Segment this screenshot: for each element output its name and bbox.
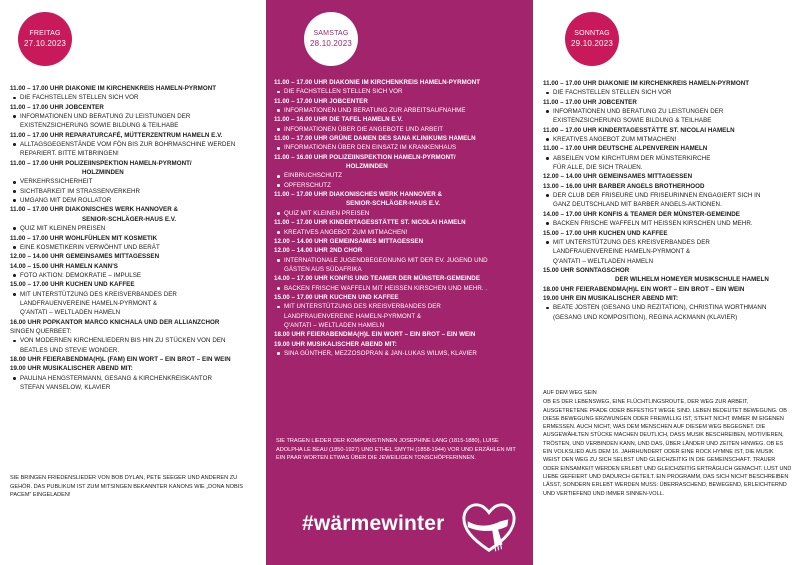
friday-day: FREITAG [29,30,61,37]
sunday-footer [543,389,792,498]
program-entry: 11.00 – 17.00 UHR DEUTSCHE ALPENVEREIN HAMELN [543,145,708,153]
saturday-program [274,78,523,358]
program-entry: 11.00 – 17.00 UHR REPARATURCAFÉ, MÜTTERZENTRUM HAMELN E.V. [10,131,223,139]
saturday-date-badge [304,12,358,66]
program-entry: 15.00 – 17.00 UHR KUCHEN UND KAFFEE [10,281,135,289]
program-entry: 11.00 – 16.00 UHR POLIZEIINSPEKTION HAMELN-PYRMONT/ [274,153,456,161]
program-line: (GESANG UND KOMPOSITION), REGINA ACKMANN (KLAVIER) [553,313,738,321]
bullet-item: INTERNATIONALE JUGENDBEGEGNUNG MIT DER EV. JUGEND UND [274,256,523,265]
program-entry: 12.00 – 14.00 UHR GEMEINSAMES MITTAGESSEN [10,253,160,261]
program-line: Q'ANTATI – WELTLADEN HAMELN [20,309,121,317]
bullet-item: KREATIVES ANGEBOT ZUM MITMACHEN! [274,228,523,237]
program-entry: 11.00 – 17.00 UHR DIAKONIE IM KIRCHENKREIS HAMELN-PYRMONT [543,80,750,87]
friday-date-badge [18,12,72,66]
program-entry: 11.00 – 17.00 UHR GRÜNE DAMEN DES SANA KLINIKUMS HAMELN [274,135,476,143]
program-entry: 11.00 – 17.00 UHR JOBCENTER [274,97,368,105]
program-entry: HOLZMINDEN [82,169,124,177]
bullet-item: KREATIVES ANGEBOT ZUM MITMACHEN! [543,135,792,144]
sunday-date-badge [565,12,619,66]
program-entry: 19.00 UHR MUSIKALISCHER ABEND MIT: [274,340,397,348]
bullet-item: SINA GÜNTHER, MEZZOSOPRAN & JAN-LUKAS WILMS, KLAVIER [274,349,523,358]
bullet-item: DER CLUB DER FRISEURE UND FRISEURINNEN ENGAGIERT SICH IN [543,191,792,200]
program-entry: 14.00 – 17.00 UHR KONFIS UND TEAMER DER MÜNSTER-GEMEINDE [274,275,480,283]
bullet-item: MIT UNTERSTÜTZUNG DES KREISVERBANDES DER [543,238,792,247]
sunday-program [543,79,792,322]
program-entry: 18.00 UHR FEIERABENDMA(H)L (FAM) EIN WORT – EIN BROT – EIN WEIN [10,355,231,363]
program-entry: 11.00 – 17.00 UHR JOBCENTER [543,98,637,106]
bullet-item: BACKEN FRISCHE WAFFELN MIT HEISSEN KIRSCHEN UND MEHR. . [274,284,523,293]
program-line: LANDFRAUENVEREINE HAMELN-PYRMONT & [553,248,691,256]
bullet-item: SICHTBARKEIT IM STRASSENVERKEHR [10,187,258,196]
bullet-item: INFORMATIONEN UND BERATUNG ZU LEISTUNGEN DER [543,107,792,116]
saturday-footer: SIE TRAGEN LIEDER DER KOMPONISTINNEN JOSEPHINE LANG (1815-1880), LUISE ADOLPHA LE BEAU (1850-1927) UND ETHEL SMYTH (1858-1944) VOR UND ERZÄHLEN MIT EIN PAAR WORTEN ETWAS ÜBER DIE JEWEILIGEN TONSCHÖPFERINNEN. [276,438,516,461]
sunday-day: SONNTAG [574,30,610,37]
program-line: LANDFRAUENVEREINE HAMELN-PYRMONT & [284,312,422,320]
program-entry: HOLZMINDEN [346,163,388,171]
bullet-item: OPFERSCHUTZ [274,181,523,190]
bullet-item: ABSEILEN VOM KIRCHTURM DER MÜNSTERKIRCHE [543,154,792,163]
bullet-item: QUIZ MIT KLEINEN PREISEN [274,209,523,218]
sunday-footer-text: OB ES DER LEBENSWEG, EINE FLÜCHTLINGSROUTE, DER WEG ZUR ARBEIT, AUSGETRETENE PFADE ODER BEFESTIGT WEGE SIND. LEBEN BEDEUTET BEWEGUNG. OB DIESE BEWEGUNG ERZWUNGEN ODER FREIWILLIG IST, STEHT NICHT IMMER IM EIGENEN ERMESSEN. AUCH NICHT, WAS DEM MENSCHEN AUF DIESEM WEG BEGEGNET. DIE AUSGEWÄHLTEN STÜCKE MACHEN DEUTLICH, DASS MUSIK BESCHREIBEN, MOTIVIEREN, TRÖSTEN, UND VERBINDEN KANN, UND DAS, ÜBER LÄNDER UND ZEITEN HINWEG. OB ES EIN VOLKSLIED AUS DEM 16. JAHRHUNDERT ODER EINE ROCK HYMNE IST, DIE MUSIK WEIST DEN WEG ZU SICH SELBST UND GLEICHZEITIG IN DIE GEMEINSCHAFT. TRAUER ODER EINSAMKEIT WERDEN ERLEBT UND GLEICHZEITIG ERTRÄGLICH GEMACHT. LUST UND LIEBE GEFEIERT UND DADURCH GETEILT. EIN PROGRAMM, DAS SICH NICHT BESCHREIBEN LÄSST, SONDERN ERLEBT WERDEN MUSS: ÜBERRASCHEND, BEWEGEND, ERLEICHTERND UND VERTIEFEND UND IMMER SINNEN-VOLL. [543,399,792,497]
hashtag: #wärmewinter [302,512,445,535]
program-line: LANDFRAUENVEREINE HAMELN-PYRMONT & [20,299,158,307]
program-line: EXISTENZSICHERUNG SOWIE BILDUNG & TEILHABE [553,117,712,125]
bullet-item: DIE FACHSTELLEN STELLEN SICH VOR [10,93,258,102]
bullet-item: INFORMATIONEN ÜBER DIE ANGEBOTE UND ARBEIT [274,125,523,134]
program-entry: 11.00 – 17.00 UHR DIAKONIE IM KIRCHENKREIS HAMELN-PYRMONT [274,79,481,86]
program-line: Q'ANTATI – WELTLADEN HAMELN [284,321,385,329]
program-line: BEATLES UND STEVIE WONDER. [20,346,120,354]
bullet-item: BACKEN FRISCHE WAFFELN MIT HEISSEN KIRSCHEN UND MEHR. [543,219,792,228]
sunday-column [533,0,800,565]
bullet-item: MIT UNTERSTÜTZUNG DES KREISVERBANDES DER [10,290,258,299]
bullet-item: EINE KOSMETIKERIN VERWÖHNT UND BERÄT [10,243,258,252]
bullet-item: BEATE JOSTEN (GESANG UND REZITATION), CHRISTINA WORTHMANN [543,303,792,312]
program-line: Q'ANTATI – WELTLADEN HAMELN [553,257,654,265]
program-line: EXISTENZSICHERUNG SOWIE BILDUNG & TEILHABE [20,122,179,130]
friday-column [0,0,266,565]
program-line: SINGEN QUERBEET: [10,327,72,335]
sunday-date: 29.10.2023 [570,39,614,48]
program-line: GÄSTEN AUS SÜDAFRIKA [284,265,362,273]
program-line: REPARIERT. BITTE MITBRINGEN! [20,150,119,158]
bullet-item: QUIZ MIT KLEINEN PREISEN [10,224,258,233]
program-entry: SENIOR-SCHLÄGER-HAUS E.V. [346,200,441,208]
program-entry: 15.00 – 17.00 UHR KUCHEN UND KAFFEE [543,229,668,237]
program-entry: DER WILHELM HOMEYER MUSIKSCHULE HAMELN [615,276,769,284]
program-entry: 11.00 – 17.00 UHR DIAKONIE IM KIRCHENKREIS HAMELN-PYRMONT [10,85,217,92]
bullet-item: DIE FACHSTELLEN STELLEN SICH VOR [543,88,792,97]
sunday-footer-title: AUF DEM WEG SEIN [543,390,597,396]
program-entry: 19.00 UHR MUSIKALISCHER ABEND MIT: [10,365,133,373]
program-entry: 11.00 – 17.00 UHR JOBCENTER [10,103,104,111]
program-entry: 13.00 – 16.00 UHR BARBER ANGELS BROTHERHOOD [543,182,705,190]
bullet-item: ALLTAGSGEGENSTÄNDE VOM FÖN BIS ZUR BOHRMASCHINE WERDEN [10,140,258,149]
program-entry: 11.00 – 17.00 UHR DIAKONISCHES WERK HANNOVER & [274,191,443,199]
saturday-date: 28.10.2023 [309,39,353,48]
saturday-day: SAMSTAG [313,30,349,37]
program-entry: 12.00 – 14.00 UHR GEMEINSAMES MITTAGESSEN [274,237,424,245]
bullet-item: PAULINA HENGSTERMANN, GESANG & KIRCHENKREISKANTOR [10,374,258,383]
bullet-item: DIE FACHSTELLEN STELLEN SICH VOR [274,87,523,96]
program-entry: 14.00 – 17.00 UHR KONFIS & TEAMER DER MÜNSTER-GEMEINDE [543,210,740,218]
bullet-item: VERKEHRSSICHERHEIT [10,177,258,186]
program-entry: 11.00 – 16.00 UHR DIE TAFEL HAMELN E.V. [274,116,403,124]
bullet-item: VON MODERNEN KIRCHENLIEDERN BIS HIN ZU STÜCKEN VON DEN [10,336,258,345]
program-entry: 11.00 – 17.00 UHR WOHLFÜHLEN MIT KOSMETIK [10,234,158,242]
program-entry: 18.00 UHR FEIERABENDMA(H)L EIN WORT – EIN BROT – EIN WEIN [274,331,476,339]
bullet-item: FOTO AKTION: DEMOKRATIE – IMPULSE [10,271,258,280]
bullet-item: INFORMATIONEN UND BERATUNG ZU LEISTUNGEN DER [10,112,258,121]
saturday-column [266,0,533,565]
program-entry: 11.00 – 17.00 UHR KINDERTAGESSTÄTTE ST. NICOLAI HAMELN [543,126,735,134]
program-entry: 18.00 UHR FEIERABENDMA(H)L EIN WORT – EIN BROT – EIN WEIN [543,285,745,293]
friday-footer: SIE BRINGEN FRIEDENSLIEDER VON BOB DYLAN, PETE SEEGER UND ANDEREN ZU GEHÖR. DAS PUBLIKUM IST ZUM MITSINGEN BEKANNTER KANONS WIE „DONA NOBIS PACEM“ EINGELADEN! [10,475,244,498]
program-entry: 14.00 – 15.00 UHR HAMELN KANN'S [10,262,118,270]
program-entry: 12.00 – 14.00 UHR 2ND CHOR [274,247,363,255]
program-line: FÜR ALLE, DIE SICH TRAUEN. [553,164,643,172]
bullet-item: EINBRUCHSCHUTZ [274,171,523,180]
bullet-item: UMGANG MIT DEM ROLLATOR [10,196,258,205]
program-entry: 15.00 – 17.00 UHR KUCHEN UND KAFFEE [274,293,399,301]
bullet-item: MIT UNTERSTÜTZUNG DES KREISVERBANDES DER [274,302,523,311]
friday-date: 27.10.2023 [23,39,67,48]
program-line: GANZ DEUTSCHLAND MIT BARBER ANGELS-AKTIONEN. [553,201,722,209]
bullet-item: INFORMATIONEN UND BERATUNG ZUR ARBEITSAUFNAHME [274,106,523,115]
bullet-item: INFORMATIONEN ÜBER DEN EINSATZ IM KRANKENHAUS [274,143,523,152]
heart-scarf-icon [460,500,518,558]
program-entry: SENIOR-SCHLÄGER-HAUS E.V. [82,215,177,223]
program-entry: 12.00 – 14.00 UHR GEMEINSAMES MITTAGESSEN [543,173,693,181]
program-entry: 11.00 – 17.00 UHR POLIZEIINSPEKTION HAMELN-PYRMONT/ [10,159,192,167]
program-line: STEFAN VANSELOW, KLAVIER [20,384,111,391]
program-entry: 16.00 UHR POPKANTOR MARCO KNICHALA UND DER ALLIANZCHOR [10,318,220,326]
program-entry: 15.00 UHR SONNTAGSCHOR [543,266,630,274]
program-entry: 11.00 – 17.00 UHR KINDERTAGESSTÄTTE ST. NICOLAI HAMELN [274,219,466,227]
friday-program [10,84,258,392]
program-entry: 11.00 – 17.00 UHR DIAKONISCHES WERK HANNOVER & [10,206,179,214]
program-entry: 19.00 UHR EIN MUSIKALISCHER ABEND MIT: [543,294,679,302]
